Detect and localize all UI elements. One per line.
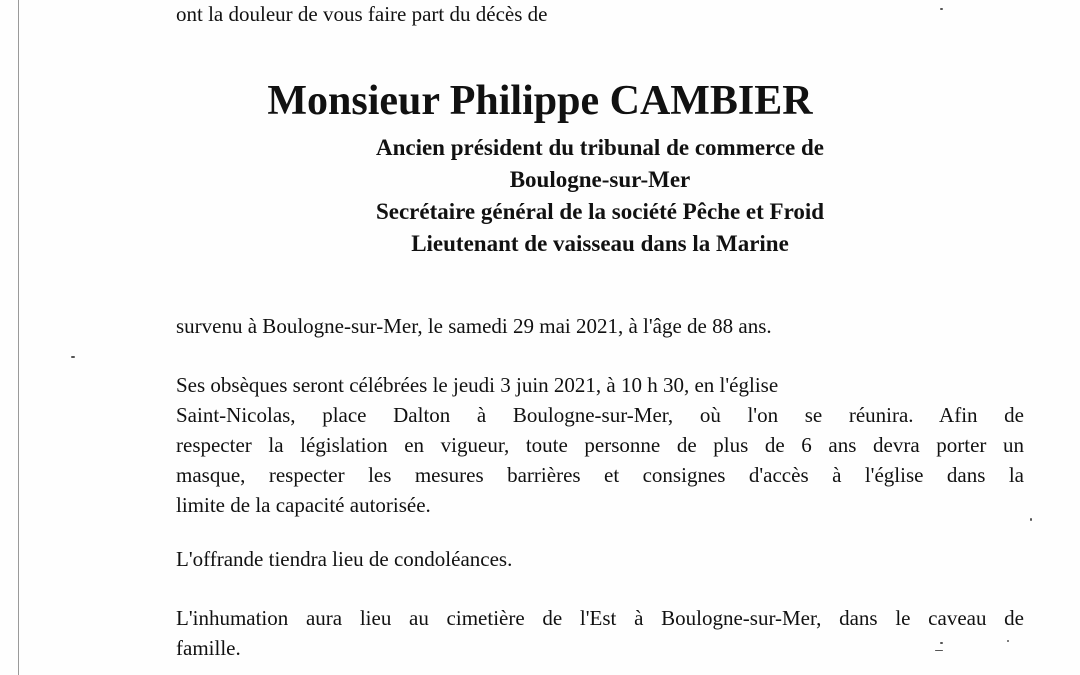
burial-line: famille.: [176, 636, 241, 660]
scan-speck: [940, 8, 943, 10]
death-notice: [176, 311, 1024, 341]
scan-speck: [1007, 640, 1009, 642]
title-line: Secrétaire général de la société Pêche et Froid: [375, 199, 825, 224]
offering-paragraph: [176, 544, 1024, 574]
funeral-line: masque, respecter les mesures barrières et consignes d'accès à l'église dans la: [176, 463, 1024, 487]
intro-line: ont la douleur de vous faire part du décès de: [176, 2, 548, 26]
burial-paragraph: [176, 603, 1024, 663]
scan-speck: [940, 642, 943, 644]
title-line: Boulogne-sur-Mer: [509, 167, 691, 192]
funeral-paragraph: [176, 370, 1024, 520]
death-notice-text: survenu à Boulogne-sur-Mer, le samedi 29 mai 2021, à l'âge de 88 ans.: [176, 314, 772, 338]
scan-speck: [71, 356, 75, 358]
scan-speck: [935, 650, 943, 651]
funeral-line: Ses obsèques seront célébrées le jeudi 3 juin 2021, à 10 h 30, en l'église: [176, 373, 779, 397]
offering-text: L'offrande tiendra lieu de condoléances.: [176, 547, 513, 571]
burial-line: L'inhumation aura lieu au cimetière de l'Est à Boulogne-sur-Mer, dans le caveau de: [176, 606, 1024, 630]
scan-speck: [1030, 518, 1032, 521]
deceased-titles: [100, 132, 1080, 260]
title-line: Ancien président du tribunal de commerce de: [375, 135, 825, 160]
deceased-name: Monsieur Philippe CAMBIER: [267, 78, 813, 124]
funeral-line: Saint-Nicolas, place Dalton à Boulogne-sur-Mer, où l'on se réunira. Afin de: [176, 403, 1024, 427]
funeral-line: respecter la législation en vigueur, toute personne de plus de 6 ans devra porter un: [176, 433, 1024, 457]
funeral-line: limite de la capacité autorisée.: [176, 493, 431, 517]
title-line: Lieutenant de vaisseau dans la Marine: [411, 231, 789, 256]
